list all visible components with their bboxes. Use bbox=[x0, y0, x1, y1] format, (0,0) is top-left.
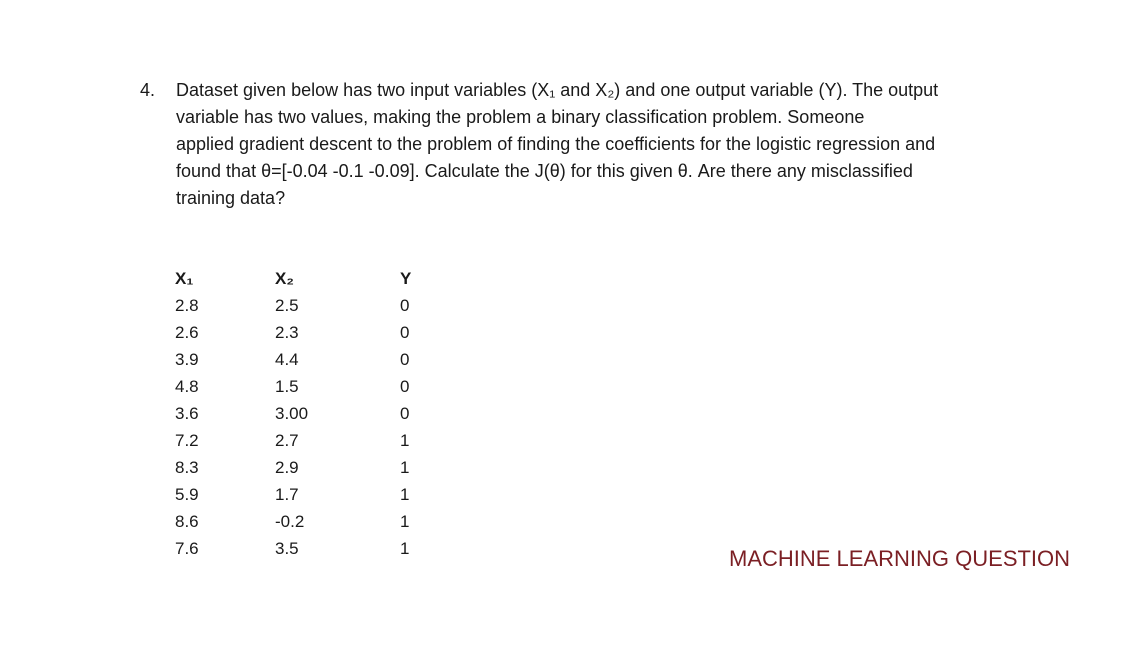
header-x1: X₁ bbox=[175, 268, 194, 288]
table-row bbox=[175, 373, 430, 400]
cell-x1: 3.9 bbox=[175, 349, 199, 369]
cell-x1: 7.2 bbox=[175, 430, 199, 450]
cell-y: 1 bbox=[400, 430, 410, 450]
question-text bbox=[176, 77, 1046, 212]
table-row bbox=[175, 454, 430, 481]
cell-y: 1 bbox=[400, 457, 410, 477]
table-row bbox=[175, 427, 430, 454]
header-x2: X₂ bbox=[275, 268, 294, 288]
cell-y: 0 bbox=[400, 376, 410, 396]
cell-x2: 2.9 bbox=[275, 457, 299, 477]
question-number: 4. bbox=[140, 80, 156, 100]
cell-x2: 3.00 bbox=[275, 403, 309, 423]
header-y: Y bbox=[400, 268, 412, 288]
cell-x2: 4.4 bbox=[275, 349, 299, 369]
cell-y: 1 bbox=[400, 511, 410, 531]
question-line: Dataset given below has two input variables (X₁ and X₂) and one output variable (Y). The output bbox=[176, 80, 939, 100]
cell-x1: 2.8 bbox=[175, 295, 199, 315]
table-row bbox=[175, 319, 430, 346]
cell-x2: 1.7 bbox=[275, 484, 299, 504]
table-row bbox=[175, 535, 430, 562]
table-row bbox=[175, 292, 430, 319]
cell-x1: 8.3 bbox=[175, 457, 199, 477]
cell-y: 0 bbox=[400, 295, 410, 315]
cell-x2: 2.5 bbox=[275, 295, 299, 315]
cell-x1: 3.6 bbox=[175, 403, 199, 423]
question-line: training data? bbox=[176, 188, 286, 208]
cell-y: 1 bbox=[400, 484, 410, 504]
cell-x1: 5.9 bbox=[175, 484, 199, 504]
cell-y: 0 bbox=[400, 403, 410, 423]
question-line: variable has two values, making the problem a binary classification problem. Someone bbox=[176, 107, 865, 127]
table-header-row bbox=[175, 265, 430, 292]
cell-x2: 2.7 bbox=[275, 430, 299, 450]
cell-x1: 2.6 bbox=[175, 322, 199, 342]
cell-x2: 2.3 bbox=[275, 322, 299, 342]
table-row bbox=[175, 508, 430, 535]
cell-x1: 4.8 bbox=[175, 376, 199, 396]
cell-y: 1 bbox=[400, 538, 410, 558]
table-row bbox=[175, 481, 430, 508]
question-line: found that θ=[-0.04 -0.1 -0.09]. Calculate the J(θ) for this given θ. Are there any misclassified bbox=[176, 161, 913, 181]
table-row bbox=[175, 346, 430, 373]
cell-y: 0 bbox=[400, 349, 410, 369]
cell-x2: -0.2 bbox=[275, 511, 305, 531]
cell-x2: 3.5 bbox=[275, 538, 299, 558]
cell-y: 0 bbox=[400, 322, 410, 342]
cell-x1: 8.6 bbox=[175, 511, 199, 531]
cell-x2: 1.5 bbox=[275, 376, 299, 396]
dataset-table bbox=[175, 265, 430, 562]
question-line: applied gradient descent to the problem of finding the coefficients for the logistic regression and bbox=[176, 134, 936, 154]
machine-learning-question-label: MACHINE LEARNING QUESTION bbox=[729, 546, 1071, 571]
cell-x1: 7.6 bbox=[175, 538, 199, 558]
table-row bbox=[175, 400, 430, 427]
